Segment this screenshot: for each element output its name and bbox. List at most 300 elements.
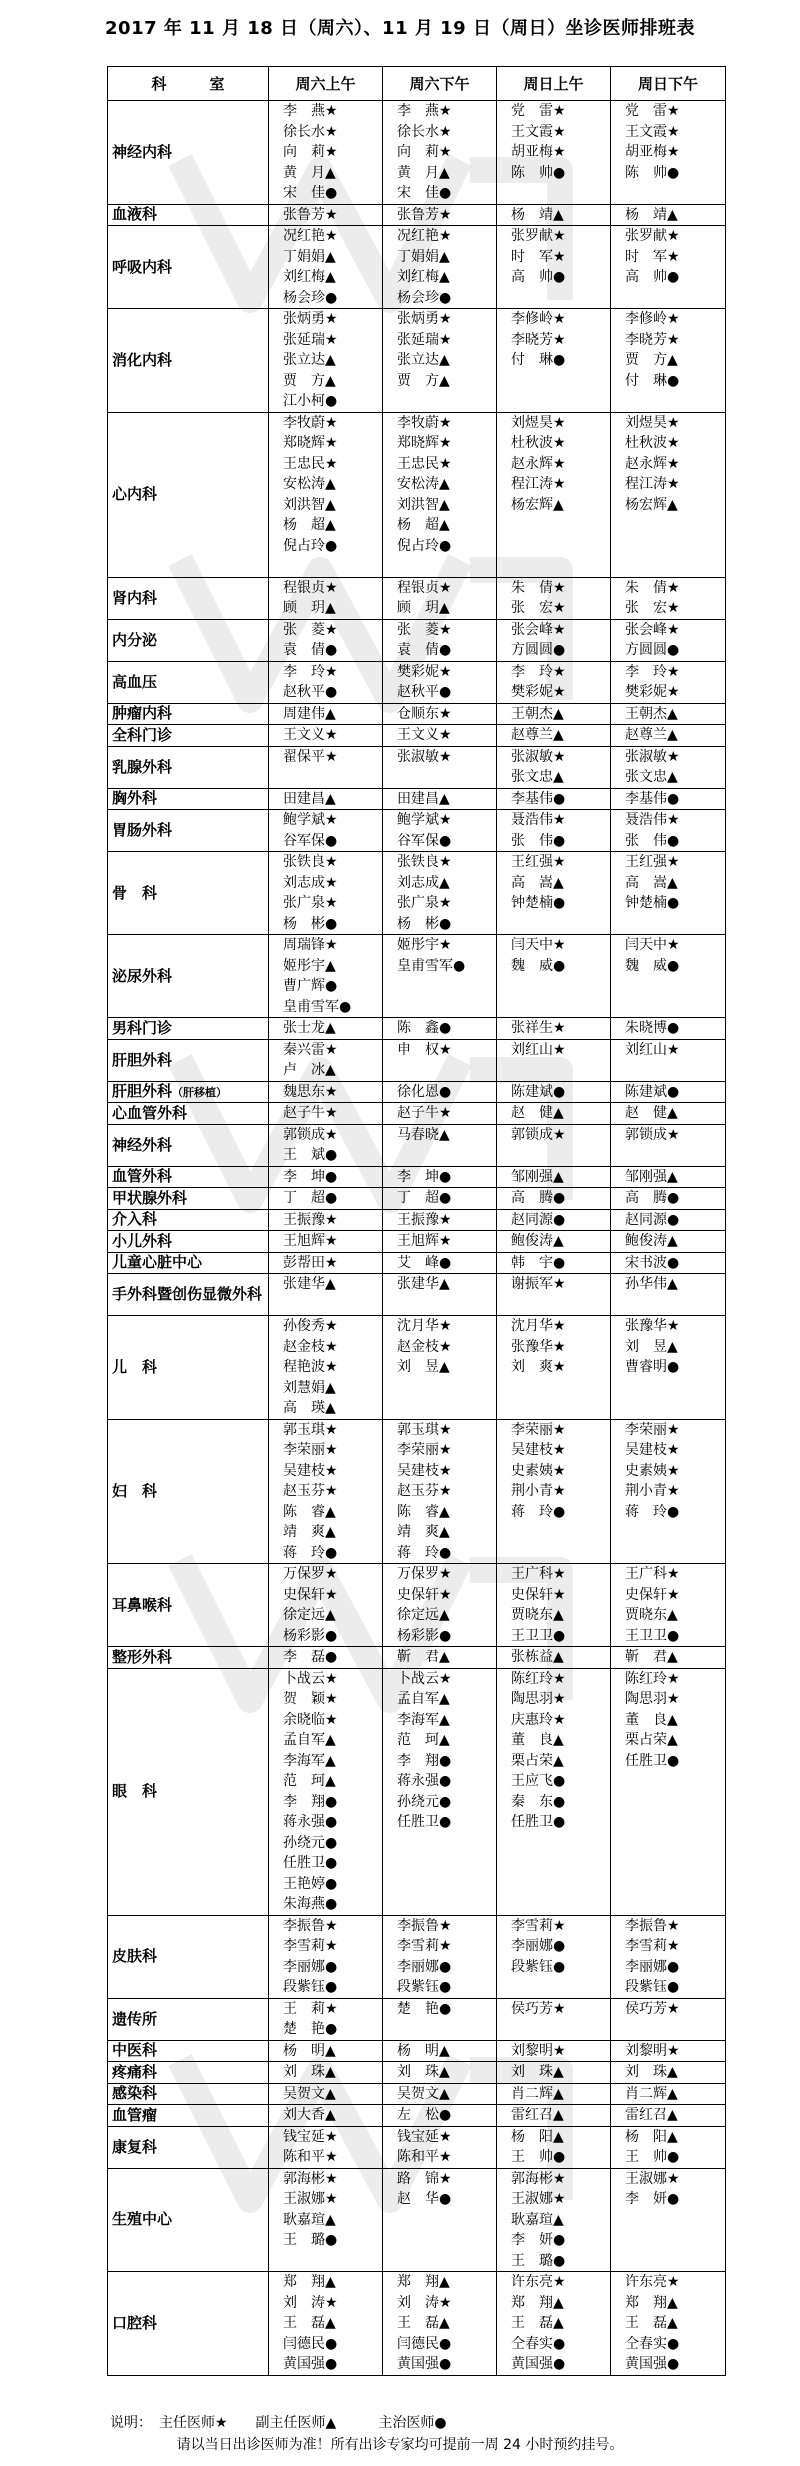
schedule-cell [611,1124,726,1166]
doctor-name: 张淑敏★ [511,748,566,765]
doctor-name: 刘 昱▲ [397,1359,450,1375]
doctor-name: 杨 超▲ [283,517,336,533]
doctor-name: 王旭辉★ [397,1233,452,1249]
schedule-cell [383,204,497,226]
schedule-cell [611,746,726,788]
doctor-name: 沈月华★ [511,1318,566,1334]
doctor-name: 孟自军▲ [397,1691,450,1707]
department-label: 肝胆外科 [112,1050,173,1069]
doctor-name: 安松涛▲ [397,476,450,492]
schedule-cell [497,2126,611,2168]
doctor-name: 彭帮田★ [283,1254,338,1271]
doctor-name: 赵尊兰▲ [511,727,564,743]
doctor-name: 路 锦★ [397,2170,452,2187]
schedule-cell [269,1419,383,1564]
schedule-cell [611,703,726,725]
table-row [108,1316,726,1420]
doctor-name: 许东亮★ [511,2274,566,2290]
doctor-name: 刘黎明★ [511,2042,566,2059]
schedule-cell [383,935,497,1018]
schedule-cell [497,935,611,1018]
table-row [108,2105,726,2127]
schedule-cell [269,1166,383,1188]
doctor-name: 王 莉★ [283,2000,338,2017]
doctor-name: 任胜卫● [511,1814,566,1830]
schedule-cell [383,309,497,413]
doctor-name: 王文义★ [283,727,338,743]
doctor-name: 李雪莉★ [397,1938,452,1954]
schedule-cell [611,725,726,747]
doctor-name: 万保罗★ [397,1566,452,1582]
doctor-name: 任胜卫● [397,1814,452,1830]
schedule-cell [497,2272,611,2376]
doctor-name: 方圆圆● [625,642,680,658]
schedule-cell [383,1166,497,1188]
doctor-name: 周瑞锋★ [283,937,338,953]
doctor-name: 李晓芳★ [511,331,566,348]
department-name [108,1081,269,1103]
schedule-cell [269,1998,383,2040]
schedule-cell [383,1231,497,1253]
doctor-name: 李 磊● [283,1649,338,1665]
legend: 说明： 主任医师★ 副主任医师▲ 主治医师● [110,2415,447,2431]
department-name [108,2168,269,2272]
department-label: 肿瘤内科 [112,704,173,723]
doctor-name: 蒋 玲● [511,1503,566,1520]
doctor-name: 郭玉琪★ [283,1421,338,1438]
doctor-name: 倪占玲● [283,537,338,554]
schedule-cell [611,412,726,577]
doctor-name: 杨宏辉▲ [625,496,678,513]
doctor-name: 钟楚楠● [625,895,680,911]
doctor-name: 李牧蔚★ [397,414,452,431]
doctor-name: 郑 翔▲ [283,2274,336,2290]
department-name [108,1166,269,1188]
department-name [108,412,269,577]
doctor-name: 王红强★ [511,854,566,870]
table-row [108,204,726,226]
doctor-name: 徐定远▲ [283,1607,336,1623]
department-label: 消化内科 [112,350,173,369]
doctor-name: 陈 帅● [625,164,680,181]
doctor-name: 庆惠玲★ [511,1711,566,1728]
doctor-name: 况红艳★ [397,228,452,244]
doctor-name: 闫天中★ [625,937,680,953]
schedule-cell [497,1209,611,1231]
doctor-name: 韩 宇● [511,1254,566,1271]
schedule-cell [269,619,383,661]
doctor-name: 李海军▲ [283,1752,336,1769]
doctor-name: 张罗献★ [511,228,566,244]
doctor-name: 李 坤● [397,1168,452,1185]
department-name [108,1103,269,1125]
doctor-name: 吴建枝★ [511,1442,566,1458]
schedule-cell [269,1668,383,1915]
doctor-name: 陶思羽★ [511,1691,566,1707]
schedule-cell [611,852,726,935]
schedule-cell [611,2105,726,2127]
schedule-cell [269,1124,383,1166]
doctor-name: 陈和平★ [397,2149,452,2165]
doctor-name: 孙俊秀★ [283,1318,338,1334]
doctor-name: 张 宏★ [625,600,680,616]
doctor-name: 耿嘉瑄▲ [511,2211,564,2228]
doctor-name: 张 菱★ [397,621,452,638]
schedule-cell [611,1018,726,1040]
doctor-name: 史素姨★ [625,1462,680,1479]
schedule-cell [383,1564,497,1647]
doctor-name: 孙绕元● [283,1834,338,1851]
doctor-name: 贾 方▲ [625,352,678,368]
schedule-cell [611,226,726,309]
doctor-name: 艾 峰● [397,1254,452,1271]
schedule-cell [497,1081,611,1103]
department-label: 介入科 [112,1210,158,1229]
doctor-name: 卜战云★ [283,1670,338,1687]
doctor-name: 王 璐● [511,2252,566,2269]
table-row [108,1188,726,1210]
doctor-name: 贾晓东▲ [625,1607,678,1623]
doctor-name: 赵同源● [625,1211,680,1228]
doctor-name: 张广泉★ [283,895,338,911]
doctor-name: 谷军保● [397,832,452,849]
doctor-name: 刘洪智▲ [397,496,450,513]
schedule-cell [611,2126,726,2168]
schedule-cell [611,1166,726,1188]
doctor-name: 卜战云★ [397,1670,452,1687]
table-row [108,852,726,935]
doctor-name: 卢 冰▲ [283,1062,336,1078]
doctor-name: 皇甫雪军● [283,998,352,1015]
doctor-name: 左 松● [397,2107,452,2123]
table-row [108,1209,726,1231]
doctor-name: 刘煜昊★ [625,414,680,431]
doctor-name: 陈 鑫● [397,1020,452,1036]
doctor-name: 刘 珠▲ [625,2064,678,2080]
schedule-cell [497,703,611,725]
department-name [108,1018,269,1040]
doctor-name: 向 莉★ [397,144,452,160]
department-name [108,661,269,703]
doctor-name: 宋 佳● [397,185,452,201]
schedule-cell [269,2105,383,2127]
doctor-name: 郑晓辉★ [283,435,338,451]
department-name [108,1188,269,1210]
table-row [108,1668,726,1915]
schedule-cell [383,1039,497,1081]
department-label: 高血压 [112,672,158,691]
doctor-name: 王文义★ [397,727,452,743]
doctor-name: 李 坤● [283,1168,338,1185]
doctor-name: 王忠民★ [283,455,338,472]
doctor-name: 黄 月▲ [397,164,450,181]
doctor-name: 朱海燕● [283,1896,338,1912]
doctor-name: 高 腾● [625,1190,680,1206]
department-label: 神经外科 [112,1135,173,1154]
doctor-name: 王朝杰▲ [511,705,564,722]
doctor-name: 赵永辉★ [625,455,680,472]
table-row [108,619,726,661]
doctor-name: 荆小青★ [511,1483,566,1499]
table-row [108,2272,726,2376]
doctor-name: 黄国强● [283,2356,338,2372]
doctor-name: 蒋 玲● [625,1503,680,1520]
schedule-cell [269,703,383,725]
schedule-cell [611,1039,726,1081]
doctor-name: 段紫钰● [397,1979,452,1995]
doctor-name: 蒋 玲● [397,1544,452,1561]
schedule-cell [269,1018,383,1040]
schedule-cell [269,1103,383,1125]
doctor-name: 李 玲★ [283,663,338,680]
doctor-name: 倪占玲● [397,537,452,554]
doctor-name: 王艳婷● [283,1875,338,1892]
doctor-name: 赵永辉★ [511,455,566,472]
doctor-name: 史保轩★ [511,1586,566,1603]
doctor-name: 高 嵩▲ [625,874,678,891]
department-sublabel: （肝移植） [172,1085,228,1099]
doctor-name: 赵 健▲ [625,1105,678,1121]
schedule-cell [611,309,726,413]
table-row [108,309,726,413]
doctor-name: 曹睿明● [625,1359,680,1375]
doctor-name: 吴建枝★ [283,1462,338,1479]
schedule-cell [497,2083,611,2105]
doctor-name: 胡亚梅★ [625,144,680,160]
department-label: 中医科 [112,2041,158,2060]
table-row [108,703,726,725]
department-name [108,619,269,661]
doctor-name: 仓顺东★ [397,705,452,722]
doctor-name: 丁 超● [397,1190,452,1206]
schedule-cell [497,101,611,205]
table-row [108,725,726,747]
schedule-cell [611,1915,726,1998]
schedule-cell [269,577,383,619]
table-row [108,2168,726,2272]
schedule-cell [497,725,611,747]
doctor-name: 王 磊▲ [397,2315,450,2331]
doctor-name: 李荣丽★ [625,1421,680,1438]
schedule-cell [611,1564,726,1647]
doctor-name: 仝春实● [511,2335,566,2352]
doctor-name: 沈月华★ [397,1318,452,1334]
schedule-cell [383,661,497,703]
doctor-name: 翟保平★ [283,748,338,765]
schedule-cell [383,1188,497,1210]
doctor-name: 郭锁成★ [283,1126,338,1143]
doctor-name: 鲍学斌★ [283,812,338,828]
doctor-name: 贺 颖★ [283,1691,338,1707]
doctor-name: 靳 君▲ [625,1649,678,1665]
table-row [108,661,726,703]
department-label: 男科门诊 [112,1018,173,1037]
table-row [108,1124,726,1166]
department-label: 小儿外科 [112,1231,173,1250]
schedule-cell [383,2040,497,2062]
table-row [108,1252,726,1274]
doctor-name: 郑晓辉★ [397,435,452,451]
department-label: 胃肠外科 [112,821,173,839]
doctor-name: 李海军▲ [397,1711,450,1728]
doctor-name: 吴建枝★ [625,1442,680,1458]
doctor-name: 黄国强● [397,2356,452,2372]
doctor-name: 邹刚强▲ [511,1168,564,1185]
table-row [108,810,726,852]
doctor-name: 钱宝延★ [397,2128,452,2145]
schedule-cell [269,935,383,1018]
schedule-cell [269,101,383,205]
table-row [108,2062,726,2084]
schedule-cell [383,2126,497,2168]
doctor-name: 高 帅● [625,269,680,285]
doctor-name: 鲍俊涛▲ [625,1233,678,1249]
department-name [108,1564,269,1647]
schedule-cell [497,1316,611,1420]
department-label: 全科门诊 [112,725,173,744]
doctor-name: 闫德民● [397,2335,452,2352]
schedule-cell [611,1252,726,1274]
table-row [108,2126,726,2168]
schedule-cell [269,412,383,577]
doctor-name: 张 宏★ [511,600,566,616]
schedule-cell [383,1915,497,1998]
doctor-name: 周建伟▲ [283,705,336,722]
doctor-name: 申 权★ [397,1041,452,1058]
doctor-name: 邹刚强▲ [625,1168,678,1185]
department-name [108,852,269,935]
doctor-name: 李 妍● [625,2191,680,2207]
doctor-name: 陈 睿▲ [283,1503,336,1520]
doctor-name: 郑 翔▲ [625,2294,678,2311]
doctor-name: 孙华伟▲ [625,1276,678,1292]
doctor-name: 郭海彬★ [511,2170,566,2187]
department-name [108,577,269,619]
doctor-name: 张会峰★ [511,621,566,638]
doctor-name: 万保罗★ [283,1566,338,1582]
doctor-name: 徐长水★ [283,123,338,140]
doctor-name: 张广泉★ [397,895,452,911]
doctor-name: 杜秋波★ [511,435,566,451]
schedule-cell [497,1274,611,1316]
schedule-cell [383,412,497,577]
table-row [108,2040,726,2062]
doctor-name: 靳 君▲ [397,1649,450,1665]
doctor-name: 张罗献★ [625,228,680,244]
doctor-name: 王淑娜★ [625,2170,680,2187]
doctor-name: 张鲁芳★ [283,206,338,223]
doctor-name: 李 燕★ [397,103,452,119]
schedule-cell [611,1274,726,1316]
doctor-name: 李雪莉★ [511,1917,566,1934]
doctor-name: 况红艳★ [283,228,338,244]
schedule-cell [383,1252,497,1274]
doctor-name: 王 帅● [625,2149,680,2165]
doctor-name: 肖二辉▲ [625,2085,678,2102]
doctor-name: 刘志成★ [283,874,338,891]
schedule-cell [269,1316,383,1420]
doctor-name: 鲍学斌★ [397,812,452,828]
department-name [108,1274,269,1316]
schedule-cell [611,2168,726,2272]
doctor-name: 贾晓东▲ [511,1607,564,1623]
doctor-name: 王 斌● [283,1147,338,1163]
doctor-name: 蒋 玲● [283,1544,338,1561]
schedule-cell [269,1188,383,1210]
department-name [108,810,269,852]
doctor-name: 董 良▲ [511,1732,564,1748]
doctor-name: 任胜卫● [625,1752,680,1769]
schedule-cell [269,1081,383,1103]
doctor-name: 曹广辉● [283,978,338,994]
doctor-name: 袁 倩● [397,642,452,658]
schedule-cell [383,1647,497,1669]
doctor-name: 聂浩伟★ [511,812,566,828]
schedule-cell [497,852,611,935]
doctor-name: 方圆圆● [511,642,566,658]
doctor-name: 赵玉芬★ [283,1483,338,1499]
doctor-name: 程江涛★ [625,476,680,492]
doctor-name: 吴建枝★ [397,1462,452,1479]
schedule-cell [497,1668,611,1915]
schedule-cell [269,1564,383,1647]
doctor-name: 党 雷★ [625,103,680,119]
schedule-cell [383,1018,497,1040]
schedule-cell [383,101,497,205]
doctor-name: 丁 超● [283,1190,338,1206]
doctor-name: 李振鲁★ [397,1917,452,1934]
schedule-cell [497,2105,611,2127]
schedule-cell [269,788,383,810]
department-name [108,703,269,725]
doctor-name: 吴贺文▲ [283,2085,336,2102]
doctor-name: 范 珂▲ [397,1732,450,1748]
schedule-cell [269,661,383,703]
doctor-name: 朱 倩★ [511,579,566,596]
doctor-name: 孙绕元● [397,1793,452,1810]
doctor-name: 杨会珍● [397,289,452,306]
schedule-cell [269,746,383,788]
schedule-cell [383,703,497,725]
table-row [108,226,726,309]
schedule-cell [497,309,611,413]
doctor-name: 刘红梅▲ [283,269,336,285]
table-row [108,1231,726,1253]
doctor-name: 张 伟● [625,832,680,849]
department-name [108,204,269,226]
doctor-name: 闫天中★ [511,937,566,953]
department-label: 呼吸内科 [112,257,173,276]
schedule-cell [497,412,611,577]
department-name [108,2083,269,2105]
doctor-name: 郭玉琪★ [397,1421,452,1438]
doctor-name: 张延瑞★ [283,331,338,348]
doctor-name: 付 琳● [625,372,680,389]
schedule-cell [611,1231,726,1253]
doctor-name: 陈建斌● [625,1083,680,1100]
doctor-name: 党 雷★ [511,103,566,119]
doctor-name: 王卫卫● [625,1627,680,1644]
schedule-cell [383,810,497,852]
department-name [108,2272,269,2376]
doctor-name: 王 帅● [511,2149,566,2165]
table-row [108,1998,726,2040]
table-row [108,1647,726,1669]
doctor-name: 宋 佳● [283,185,338,201]
doctor-name: 李丽娜● [283,1958,338,1975]
schedule-cell [611,619,726,661]
department-label: 疼痛科 [112,2062,158,2081]
